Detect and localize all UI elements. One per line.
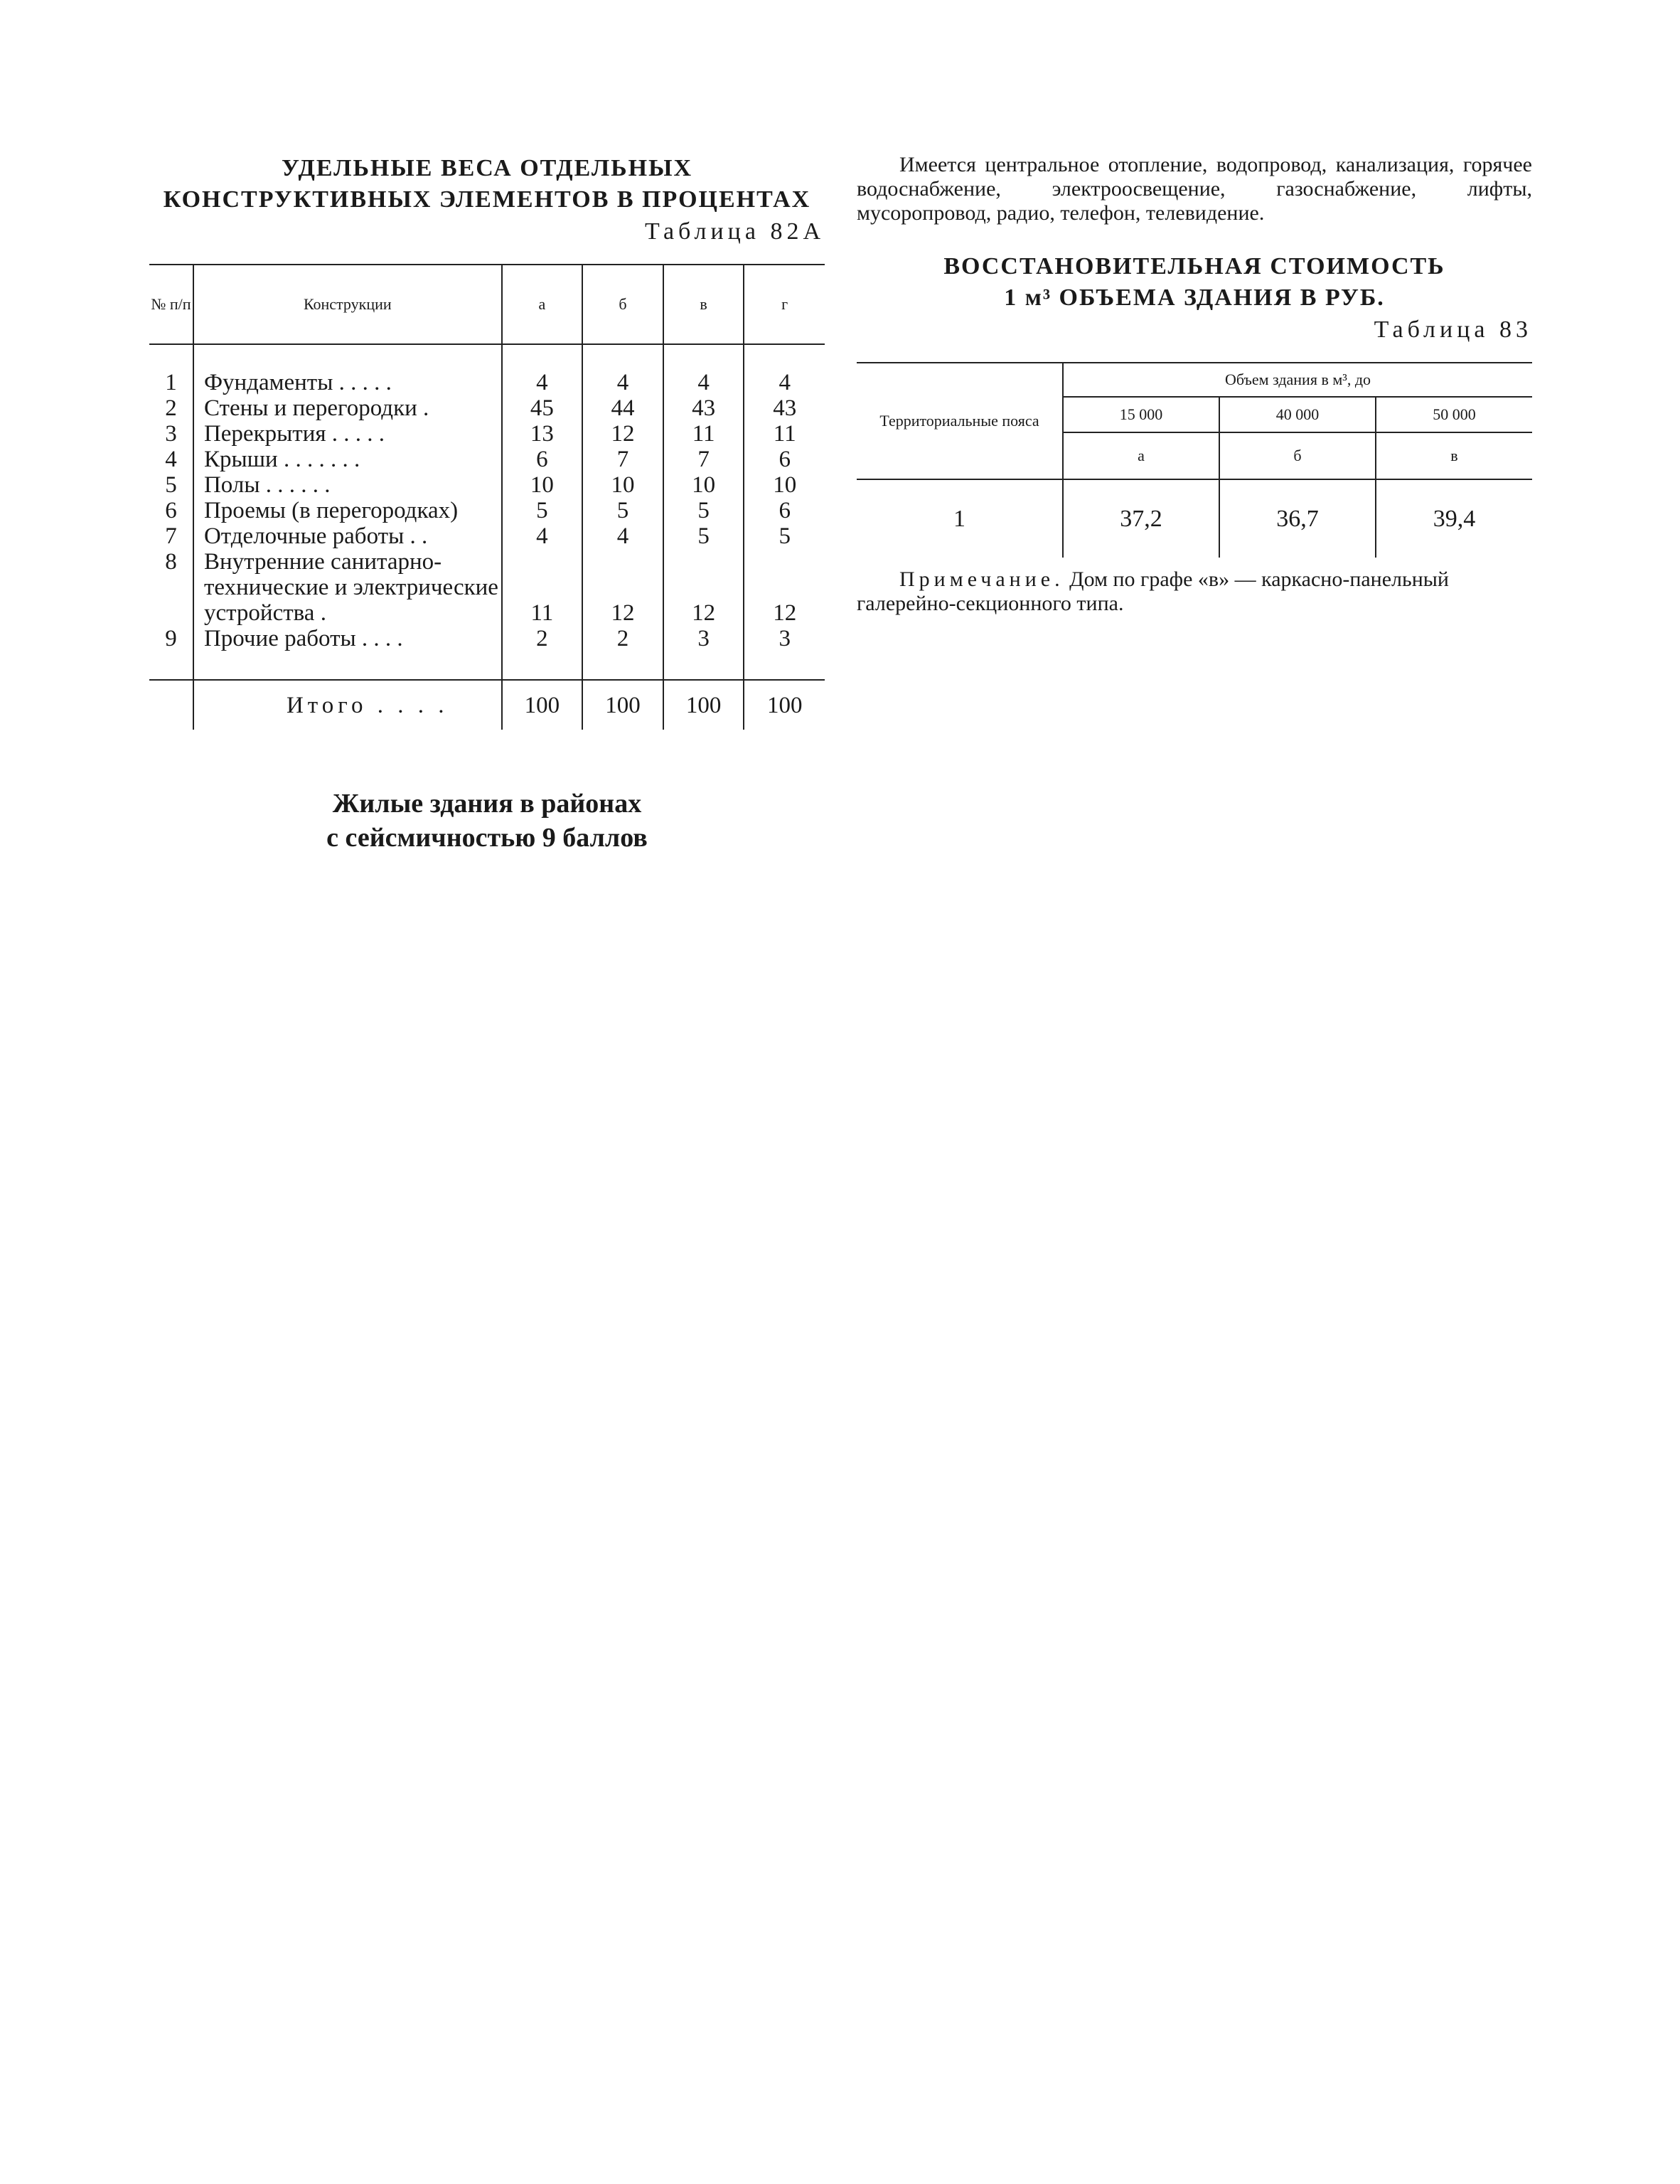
- section-title: [149, 787, 825, 855]
- cell-a: 4: [502, 523, 583, 549]
- cell-b: 10: [582, 472, 663, 498]
- row-number: 8: [165, 549, 177, 575]
- table83-value-b: 36,7: [1219, 479, 1376, 558]
- table82a-title-line1: УДЕЛЬНЫЕ ВЕСА ОТДЕЛЬНЫХ: [281, 155, 693, 181]
- table83-value-a: 37,2: [1063, 479, 1219, 558]
- table83: [857, 362, 1532, 558]
- table82a-header-v: в: [663, 265, 744, 344]
- table82a-total-row: [149, 680, 825, 730]
- table82a-header-name: Конструкции: [193, 265, 502, 344]
- table-row: [149, 498, 825, 523]
- table83-note: [857, 568, 1532, 616]
- cell-v: 11: [663, 421, 744, 447]
- row-number: 4: [165, 447, 177, 472]
- table83-volume-3: 50 000: [1376, 397, 1532, 432]
- table83-caption: Таблица 83: [1374, 316, 1532, 343]
- cell-g: 3: [744, 626, 825, 651]
- row-name: Перекрытия . . . . .: [193, 421, 502, 447]
- cell-a: 2: [502, 626, 583, 651]
- section-title-line1: Жилые здания в районах: [332, 789, 642, 819]
- row-name: Фундаменты . . . . .: [193, 370, 502, 395]
- table-row: [149, 421, 825, 447]
- total-b: 100: [582, 680, 663, 730]
- row-number: 2: [165, 395, 177, 421]
- table83-title-line2: 1 м³ ОБЪЕМА ЗДАНИЯ В РУБ.: [1004, 284, 1385, 311]
- table82a-header-row: [149, 265, 825, 344]
- cell-a: 13: [502, 421, 583, 447]
- cell-b: 44: [582, 395, 663, 421]
- table83-letter-v: в: [1376, 432, 1532, 479]
- row-number: 5: [165, 472, 177, 498]
- table82a-header-a: а: [502, 265, 583, 344]
- table83-volume-2: 40 000: [1219, 397, 1376, 432]
- cell-g: 11: [744, 421, 825, 447]
- cell-v: 5: [663, 498, 744, 523]
- cell-v: 3: [663, 626, 744, 651]
- row-number: 7: [165, 523, 177, 549]
- total-label: Итого . . . .: [193, 680, 502, 730]
- cell-g: 6: [744, 447, 825, 472]
- table-row: [149, 472, 825, 498]
- cell-b: 5: [582, 498, 663, 523]
- cell-v: 7: [663, 447, 744, 472]
- row-name: Стены и перегородки .: [193, 395, 502, 421]
- table82a-caption: Таблица 82А: [645, 218, 825, 245]
- cell-a: 5: [502, 498, 583, 523]
- row-name: Отделочные работы . .: [193, 523, 502, 549]
- cell-v: 12: [663, 549, 744, 626]
- cell-a: 45: [502, 395, 583, 421]
- row-number: 3: [165, 421, 177, 447]
- cell-g: 6: [744, 498, 825, 523]
- cell-a: 4: [502, 370, 583, 395]
- table-row: [149, 523, 825, 549]
- cell-b: 4: [582, 370, 663, 395]
- table82a: [149, 264, 825, 730]
- row-name: Крыши . . . . . . .: [193, 447, 502, 472]
- cell-a: 11: [502, 549, 583, 626]
- table-row: [149, 626, 825, 651]
- cell-g: 10: [744, 472, 825, 498]
- table82a-header-b: б: [582, 265, 663, 344]
- total-a: 100: [502, 680, 583, 730]
- table83-title-line1: ВОССТАНОВИТЕЛЬНАЯ СТОИМОСТЬ: [943, 253, 1445, 279]
- table83-value-v: 39,4: [1376, 479, 1532, 558]
- row-name: Проемы (в перегородках): [193, 498, 502, 523]
- cell-b: 12: [582, 421, 663, 447]
- cell-b: 12: [582, 549, 663, 626]
- table-row: [857, 479, 1532, 558]
- right-column: [857, 153, 1532, 616]
- table-row: [149, 370, 825, 395]
- row-number: 1: [165, 370, 177, 395]
- row-name: Прочие работы . . . .: [193, 626, 502, 651]
- row-name: Полы . . . . . .: [193, 472, 502, 498]
- table-row: [149, 549, 825, 626]
- row-name: Внутренние санитарно-технические и электрические устройства .: [193, 549, 502, 626]
- total-v: 100: [663, 680, 744, 730]
- services-paragraph: Имеется центральное отопление, водопровод, канализация, горячее водоснабжение, электроосвещение, газоснабжение, лифты, мусоропровод, радио, телефон, телевидение.: [857, 153, 1532, 225]
- cell-g: 12: [744, 549, 825, 626]
- table-row: [149, 447, 825, 472]
- table83-header-territory: Территориальные пояса: [879, 412, 1039, 430]
- table83-letter-a: а: [1063, 432, 1219, 479]
- table82a-header-g: г: [744, 265, 825, 344]
- cell-v: 10: [663, 472, 744, 498]
- total-g: 100: [744, 680, 825, 730]
- cell-v: 4: [663, 370, 744, 395]
- table83-note-text: Дом по графе «в» — каркасно-панельный галерейно-секционного типа.: [857, 568, 1449, 615]
- table82a-title-line2: КОНСТРУКТИВНЫХ ЭЛЕМЕНТОВ В ПРОЦЕНТАХ: [163, 186, 811, 213]
- cell-b: 7: [582, 447, 663, 472]
- cell-a: 10: [502, 472, 583, 498]
- row-number: 6: [165, 498, 177, 523]
- cell-g: 4: [744, 370, 825, 395]
- cell-a: 6: [502, 447, 583, 472]
- table82a-header-num: № п/п: [151, 295, 191, 313]
- cell-g: 5: [744, 523, 825, 549]
- table83-letter-b: б: [1219, 432, 1376, 479]
- cell-g: 43: [744, 395, 825, 421]
- cell-b: 2: [582, 626, 663, 651]
- row-number: 9: [165, 626, 177, 651]
- section-title-line2: с сейсмичностью 9 баллов: [326, 823, 648, 853]
- cell-v: 5: [663, 523, 744, 549]
- table83-note-label: Примечание.: [899, 568, 1064, 591]
- cell-v: 43: [663, 395, 744, 421]
- table83-zone: 1: [953, 505, 965, 532]
- table83-volume-1: 15 000: [1063, 397, 1219, 432]
- cell-b: 4: [582, 523, 663, 549]
- table83-header-volume: Объем здания в м³, до: [1063, 363, 1532, 397]
- left-column: [149, 153, 825, 855]
- table-row: [149, 395, 825, 421]
